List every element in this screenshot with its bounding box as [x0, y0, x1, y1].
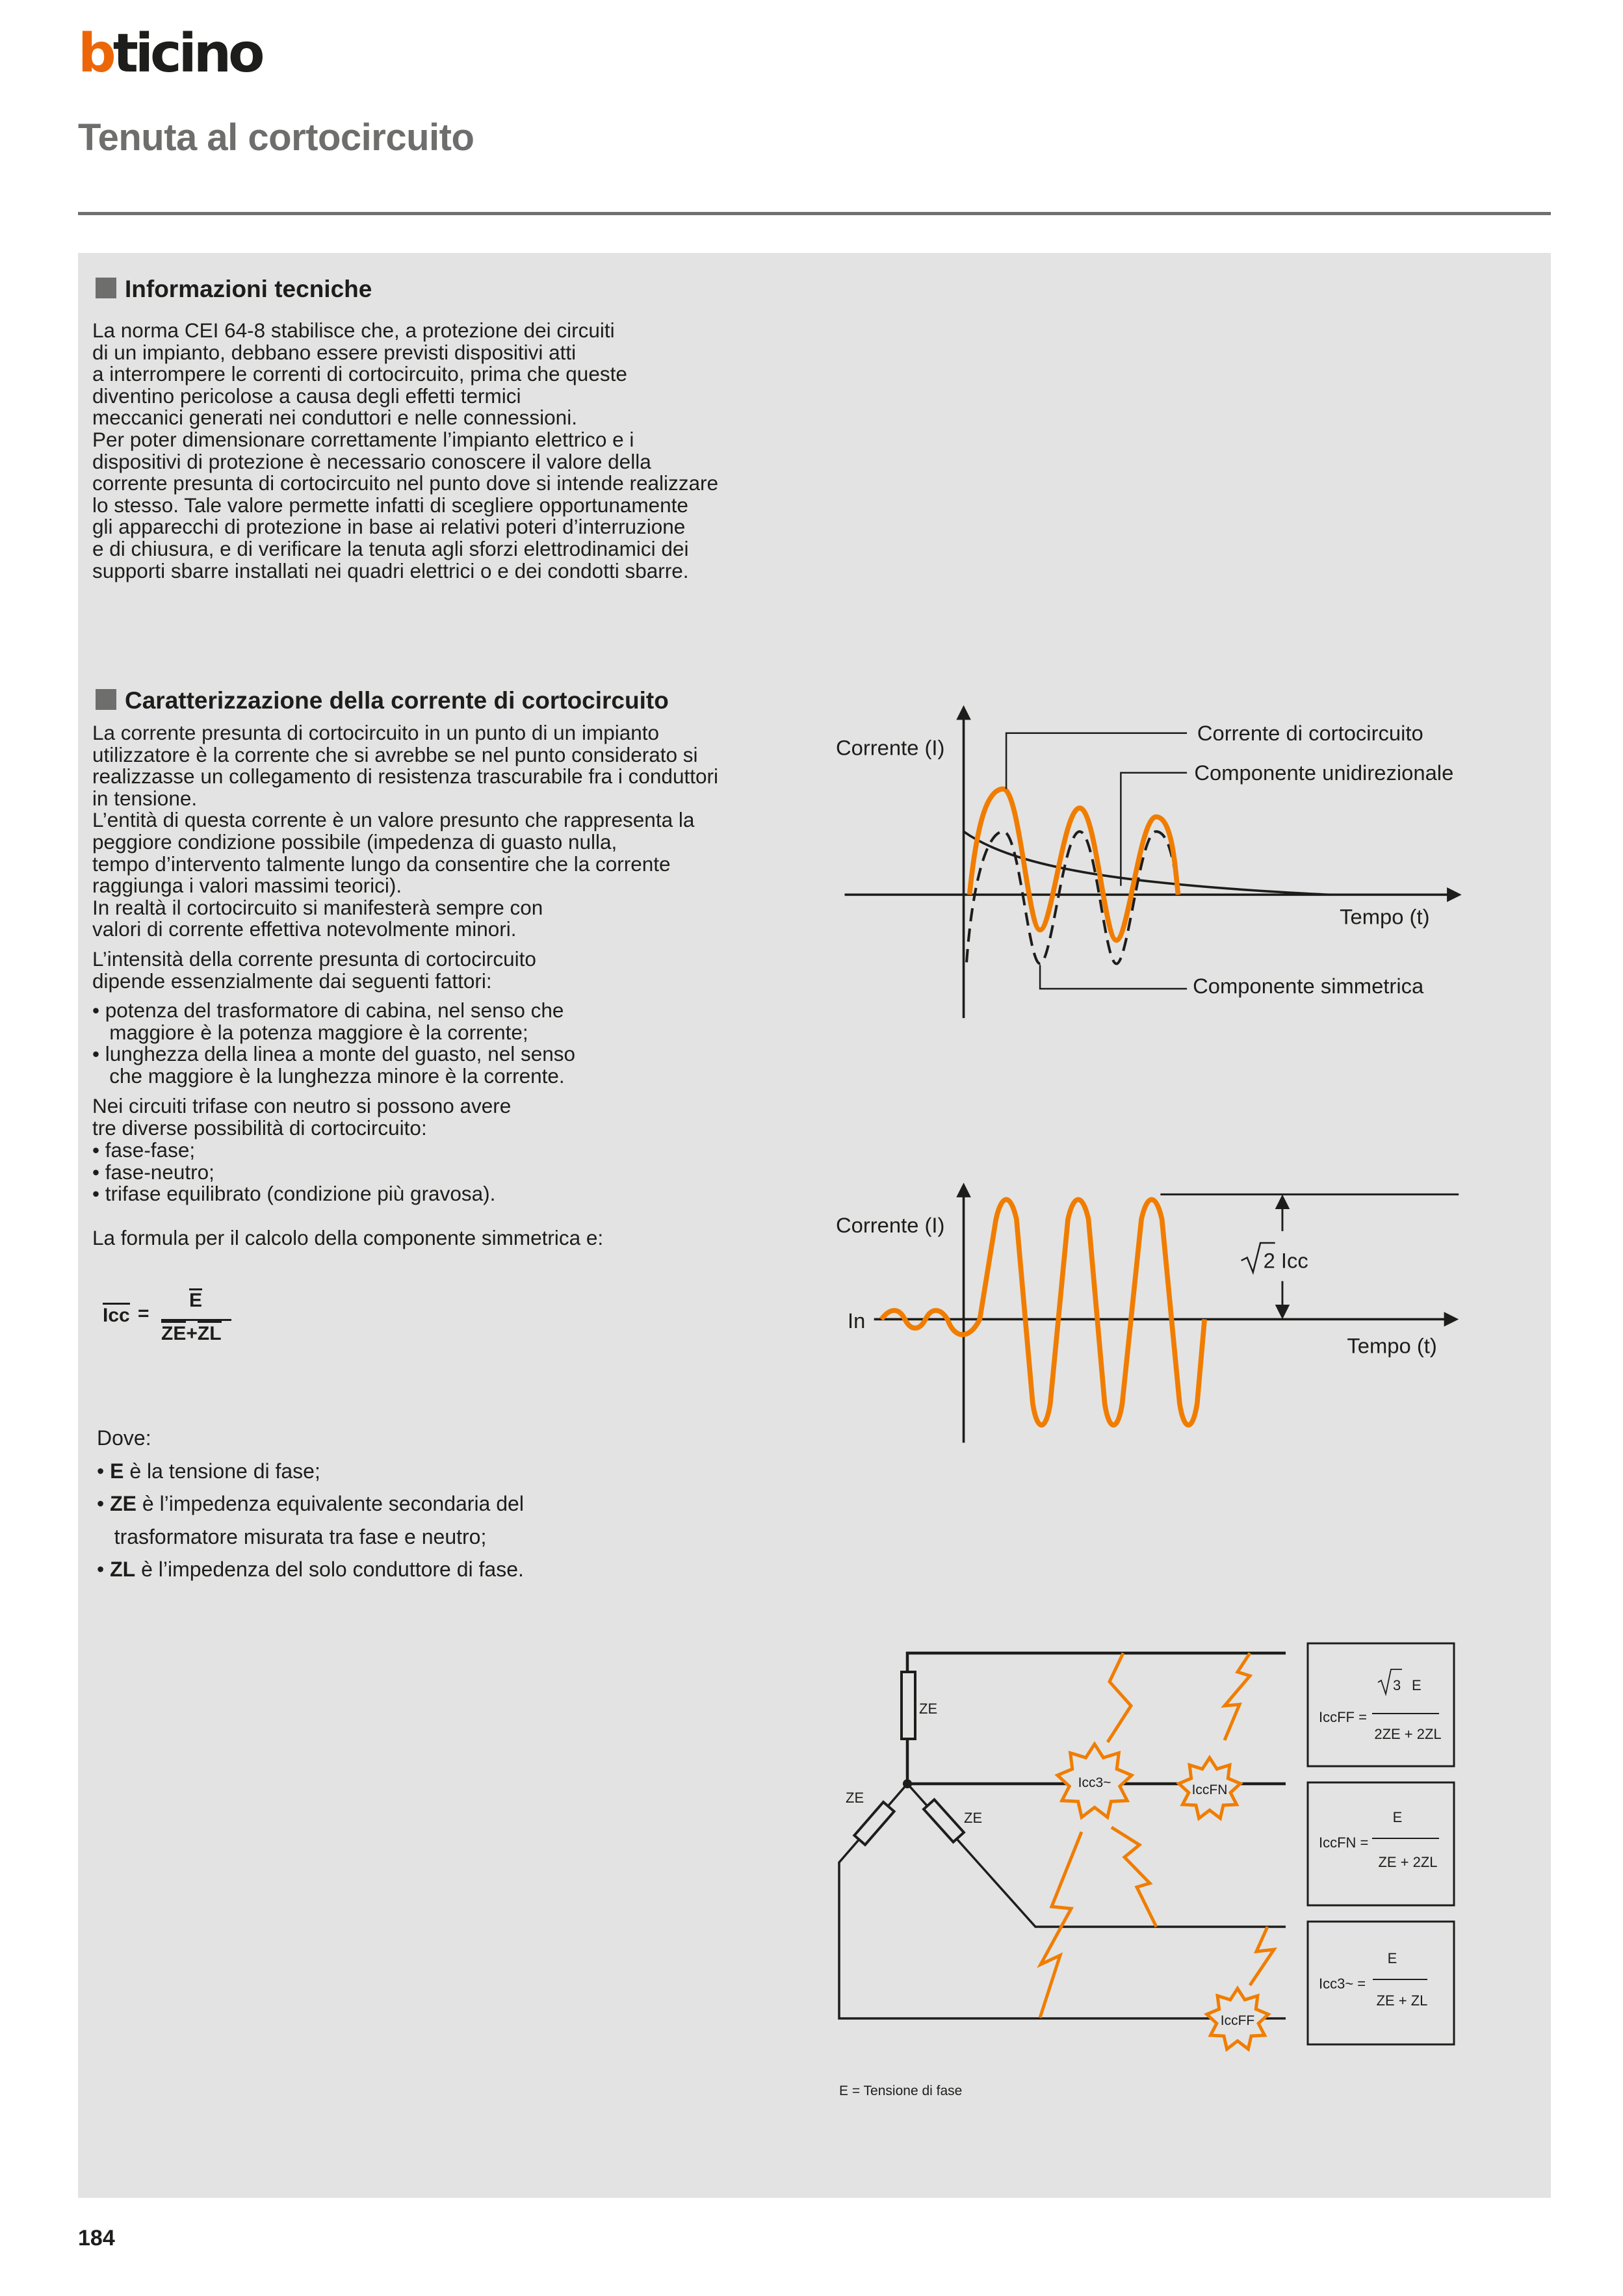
text-line: valori di corrente effettiva notevolmente minori. — [92, 917, 517, 941]
formula-intro: La formula per il calcolo della componente simmetrica e: — [92, 1226, 604, 1249]
formula-zl: ZL — [198, 1321, 222, 1344]
fault-3ph-label: Icc3~ — [1078, 1775, 1111, 1790]
text-line: realizzasse un collegamento di resistenza trascurabile fra i conduttori — [92, 764, 718, 789]
text-line: Nei circuiti trifase con neutro si possono avere — [92, 1094, 512, 1117]
definition: trasformatore misurata tra fase e neutro; — [114, 1524, 487, 1548]
logo-letter-b: b — [78, 23, 113, 85]
text-line: La corrente presunta di cortocircuito in un punto di un impianto — [92, 721, 660, 744]
resistor-icon — [902, 1672, 915, 1739]
formula-denominator — [161, 1324, 222, 1344]
callout-dc-label: Componente unidirezionale — [1194, 761, 1454, 785]
formula-plus: + — [186, 1323, 198, 1344]
text-line: corrente presunta di cortocircuito nel punto dove si intende realizzare — [92, 471, 719, 495]
list-item: che maggiore è la lunghezza minore è la corrente. — [92, 1063, 565, 1088]
text-line: tempo d’intervento talmente lungo da consentire che la corrente — [92, 852, 671, 876]
section-marker-icon — [96, 689, 116, 710]
text-line: e di chiusura, e di verificare la tenuta agli sforzi elettrodinamici dei — [92, 536, 689, 560]
resistor-icon — [924, 1799, 964, 1842]
where-label: Dove: — [97, 1426, 151, 1450]
phase-line-1 — [907, 1653, 1286, 1672]
text-line: diventino pericolose a causa degli effetti termici — [92, 384, 521, 408]
lightning-icon — [1225, 1653, 1250, 1740]
figure-peak-current — [812, 1170, 1495, 1456]
formula-equals: = — [138, 1303, 149, 1324]
definition: è la tensione di fase; — [123, 1459, 320, 1483]
callout-line — [1040, 965, 1187, 989]
fault-fn-label: IccFN — [1191, 1782, 1228, 1797]
text-line: Per poter dimensionare correttamente l’impianto elettrico e i — [92, 427, 634, 451]
text-line: in tensione. — [92, 786, 198, 810]
formula-lhs: IccFN = — [1319, 1834, 1369, 1851]
text-line: utilizzatore è la corrente che si avrebbe se nel punto considerato si — [92, 742, 698, 766]
formula-ze: ZE — [161, 1321, 186, 1344]
fault-ff-label: IccFF — [1220, 2013, 1255, 2028]
definition: è l’impedenza del solo conduttore di fase. — [135, 1558, 524, 1582]
text-line: tre diverse possibilità di cortocircuito: — [92, 1115, 427, 1140]
section2-para3 — [92, 1095, 511, 1139]
logo-letters: ticino — [112, 23, 262, 85]
list-item: • fase-neutro; — [92, 1160, 214, 1184]
text-line: di un impianto, debbano essere previsti dispositivi atti — [92, 340, 577, 364]
bullet: • — [97, 1558, 110, 1582]
term: E — [110, 1459, 124, 1483]
factors-list — [92, 1000, 575, 1087]
fault-types-list — [92, 1140, 495, 1205]
text-line: supporti sbarre installati nei quadri elettrici o e dei condotti sbarre. — [92, 558, 689, 582]
lightning-icon — [1040, 1832, 1082, 2018]
formula-numerator: E — [1387, 1950, 1397, 1966]
section2-para1 — [92, 722, 718, 941]
star-point — [903, 1779, 912, 1788]
term: ZL — [110, 1558, 136, 1582]
bullet: • — [97, 1492, 110, 1516]
section1-body — [92, 320, 718, 582]
list-item: • lunghezza della linea a monte del guasto, nel senso — [92, 1042, 576, 1066]
list-item: • fase-fase; — [92, 1138, 196, 1162]
symmetric-component-curve — [967, 831, 1180, 963]
formula-lhs: Icc3~ = — [1319, 1976, 1366, 1992]
formula-denominator: 2ZE + 2ZL — [1374, 1726, 1442, 1742]
text-line: La norma CEI 64-8 stabilisce che, a protezione dei circuiti — [92, 319, 615, 342]
text-line: a interrompere le correnti di cortocircuito, prima che queste — [92, 362, 627, 386]
text-line: meccanici generati nei conduttori e nelle connessioni. — [92, 406, 577, 430]
list-item: • trifase equilibrato (condizione più gravosa). — [92, 1182, 496, 1206]
y-axis-label: Corrente (I) — [835, 735, 945, 760]
text-line: In realtà il cortocircuito si manifesterà sempre con — [92, 895, 543, 919]
list-item: • potenza del trasformatore di cabina, nel senso che — [92, 998, 564, 1022]
header-divider — [78, 212, 1551, 215]
bullet: • — [97, 1459, 110, 1483]
resistor-icon — [854, 1802, 894, 1845]
x-axis-label: Tempo (t) — [1340, 904, 1430, 929]
in-label: In — [848, 1309, 866, 1333]
section-heading-caratterizzazione: Caratterizzazione della corrente di cortocircuito — [125, 687, 669, 714]
callout-total-label: Corrente di cortocircuito — [1197, 721, 1423, 746]
formula-denominator: ZE + 2ZL — [1378, 1854, 1438, 1870]
figure-fault-circuit — [825, 1625, 1475, 2106]
formula-numerator: E — [189, 1290, 203, 1311]
definition: è l’impedenza equivalente secondaria del — [136, 1492, 524, 1516]
formula-root: 3 — [1393, 1677, 1401, 1693]
text-line: L’entità di questa corrente è un valore presunto che rappresenta la — [92, 808, 695, 832]
text-line: lo stesso. Tale valore permette infatti di scegliere opportunamente — [92, 493, 688, 517]
x-axis-label: Tempo (t) — [1347, 1333, 1437, 1358]
lightning-icon — [1108, 1653, 1131, 1742]
list-item: maggiore è la potenza maggiore è la corrente; — [92, 1020, 528, 1044]
section-heading-informazioni: Informazioni tecniche — [125, 276, 372, 302]
section-marker-icon — [96, 278, 116, 298]
callout-line — [1006, 733, 1187, 789]
ze-label: ZE — [919, 1701, 938, 1717]
formula-denominator: ZE + ZL — [1376, 1992, 1428, 2009]
text-line: raggiunga i valori massimi teorici). — [92, 874, 402, 898]
bullet — [97, 1525, 114, 1548]
text-line: peggiore condizione possibile (impedenza di guasto nulla, — [92, 829, 617, 854]
text-line: dispositivi di protezione è necessario conoscere il valore della — [92, 449, 651, 473]
page-title: Tenuta al cortocircuito — [78, 116, 474, 159]
callout-symmetric-label: Componente simmetrica — [1193, 973, 1424, 998]
ze-label: ZE — [964, 1810, 983, 1826]
y-axis-label: Corrente (I) — [835, 1213, 945, 1238]
definition-item — [97, 1520, 524, 1554]
text-line: dipende essenzialmente dai seguenti fattori: — [92, 969, 492, 993]
figure-short-circuit-current — [812, 689, 1495, 1040]
lightning-icon — [1111, 1827, 1156, 1927]
page-number: 184 — [78, 2226, 115, 2250]
formula-numerator: E — [1412, 1677, 1422, 1693]
definition-item — [97, 1553, 524, 1586]
formula-numerator: E — [1392, 1809, 1403, 1825]
section2-para2 — [92, 948, 536, 992]
short-circuit-current-curve — [970, 789, 1178, 941]
lightning-icon — [1250, 1927, 1274, 1985]
formula-lhs: IccFF = — [1319, 1709, 1367, 1725]
bticino-logo — [78, 23, 262, 85]
formula-box-ff — [1308, 1643, 1454, 1766]
formula-lhs: Icc — [103, 1303, 130, 1327]
text-line: gli apparecchi di protezione in base ai relativi poteri d’interruzione — [92, 515, 686, 539]
definitions — [97, 1422, 524, 1586]
ze-label: ZE — [846, 1790, 864, 1806]
definition-item — [97, 1455, 524, 1488]
definition-item — [97, 1487, 524, 1520]
legend-text: E = Tensione di fase — [839, 2083, 963, 2098]
peak-label: 2 Icc — [1263, 1248, 1308, 1273]
text-line: L’intensità della corrente presunta di cortocircuito — [92, 947, 536, 971]
term: ZE — [110, 1492, 136, 1516]
